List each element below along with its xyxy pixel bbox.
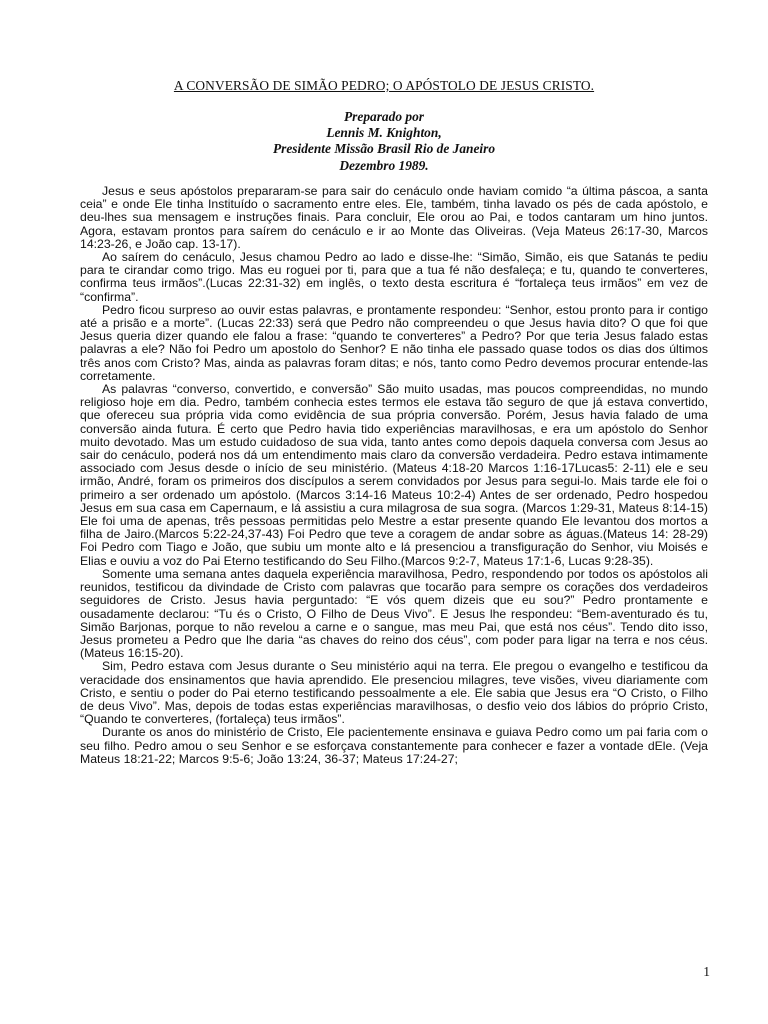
document-title: A CONVERSÃO DE SIMÃO PEDRO; O APÓSTOLO DE JESUS CRISTO. xyxy=(173,78,595,93)
byline-prepared-by: Preparado por xyxy=(344,109,424,124)
byline-author: Lennis M. Knighton, xyxy=(326,125,442,141)
byline-date: Dezembro 1989. xyxy=(339,157,429,173)
byline xyxy=(0,109,768,174)
paragraph: Ao saírem do cenáculo, Jesus chamou Pedro ao lado e disse-lhe: “Simão, Simão, eis que Satanás te pediu para te cirandar como trigo. Mas eu roguei por ti, para que a tua fé não desfaleça; e tu, quando te converteres, confirma teus irmãos”.(Lucas 22:31-32) em inglês, o texto desta escritura é “fortaleça teus irmãos” em vez de “confirma”. xyxy=(80,250,708,304)
body-text xyxy=(80,185,708,766)
page-number: 1 xyxy=(703,964,710,979)
byline-role: Presidente Missão Brasil Rio de Janeiro xyxy=(272,141,496,157)
paragraph: Somente uma semana antes daquela experiência maravilhosa, Pedro, respondendo por todos os apóstolos ali reunidos, testificou da divindade de Cristo com palavras que tocarão para sempre os corações dos verdadeiros seguidores de Cristo. Jesus havia perguntado: “E vós quem dizeis que eu sou?” Pedro prontamente e ousadamente declarou: “Tu és o Cristo, O Filho de Deus Vivo”. E Jesus lhe respondeu: “Bem-aventurado és tu, Simão Barjonas, porque to não revelou a carne e o sangue, mas meu Pai, que está nos céus”. Tendo dito isso, Jesus prometeu a Pedro que lhe daria “as chaves do reino dos céus”, com poder para ligar na terra e nos céus. (Mateus 16:15-20). xyxy=(80,566,708,661)
paragraph: Jesus e seus apóstolos prepararam-se para sair do cenáculo onde haviam comido “a última páscoa, a santa ceia” e onde Ele tinha Instituído o sacramento entre eles. Ele, também, tinha lavado os pés de cada apóstolo, e deu-lhes sua mensagem e instruções finais. Para concluir, Ele orou ao Pai, e todos cantaram um hino juntos. Agora, estavam prontos para saírem do cenáculo e ir ao Monte das Oliveiras. (Veja Mateus 26:17-30, Marcos 14:23-26, e João cap. 13-17). xyxy=(80,184,708,251)
paragraph: As palavras “converso, convertido, e conversão” São muito usadas, mas poucos compreendidas, no mundo religioso hoje em dia. Pedro, também conhecia estes termos ele estava tão seguro de que já estava convertido, que ofereceu sua própria vida como evidência de sua própria conversão. Porém, Jesus havia falado de uma conversão ainda futura. É certo que Pedro havia tido experiências maravilhosas, e era um apóstolo do Senhor muito devotado. Mas um estudo cuidadoso de sua vida, tanto antes como depois daquela conversa com Jesus ao sair do cenáculo, poderá nos dá um entendimento mais claro da conversão verdadeira. Pedro estava intimamente associado com Jesus desde o início de seu ministério. (Mateus 4:18-20 Marcos 1:16-17Lucas5: 2-11) ele e seu irmão, André, foram os primeiros dos discípulos a serem convidados por Jesus para segui-lo. Mais tarde ele foi o primeiro a ser ordenado um apóstolo. (Marcos 3:14-16 Mateus 10:2-4) Antes de ser ordenado, Pedro hospedou Jesus em sua casa em Capernaum, e lá assistiu a cura milagrosa de sua sogra. (Marcos 1:29-31, Mateus 8:14-15) Ele foi uma de apenas, três pessoas permitidas pelo Mestre a estar presente quando Ele levantou dos mortos a filha de Jairo.(Marcos 5:22-24,37-43) Foi Pedro que teve a coragem de andar sobre as águas.(Mateus 14: 28-29) Foi Pedro com Tiago e João, que subiu um monte alto e lá presenciou a transfiguração do Senhor, viu Moisés e Elias e ouviu a voz do Pai Eterno testificando do Seu Filho.(Marcos 9:2-7, Mateus 17:1-6, Lucas 9:28-35). xyxy=(80,382,708,568)
paragraph: Sim, Pedro estava com Jesus durante o Seu ministério aqui na terra. Ele pregou o evangelho e testificou da veracidade dos ensinamentos que havia aprendido. Ele presenciou milagres, teve visões, viveu diariamente com Cristo, e sentiu o poder do Pai eterno testificando pessoalmente a ele. Ele sabia que Jesus era “O Cristo, o Filho de deus Vivo”. Mas, depois de todas estas experiências maravilhosas, o desfio veio dos lábios do próprio Cristo, “Quando te converteres, (fortaleça) teus irmãos”. xyxy=(80,659,708,727)
paragraph: Pedro ficou surpreso ao ouvir estas palavras, e prontamente respondeu: “Senhor, estou pronto para ir contigo até a prisão e a morte”. (Lucas 22:33) será que Pedro não compreendeu o que Jesus havia dito? O que foi que Jesus queria dizer quando ele falou a frase: “quando te converteres” a Pedro? Por que teria Jesus falado estas palavras a ele? Não foi Pedro um apostolo do Senhor? E não tinha ele passado quase todos os dias dos últimos três anos com Cristo? Mas, ainda as palavras foram ditas; e nós, tanto como Pedro devemos procurar entende-las corretamente. xyxy=(80,302,708,383)
paragraph: Durante os anos do ministério de Cristo, Ele pacientemente ensinava e guiava Pedro como um pai faria com o seu filho. Pedro amou o seu Senhor e se esforçava constantemente para conhecer e fazer a vontade dEle. (Veja Mateus 18:21-22; Marcos 9:5-6; João 13:24, 36-37; Mateus 17:24-27; xyxy=(80,725,708,766)
